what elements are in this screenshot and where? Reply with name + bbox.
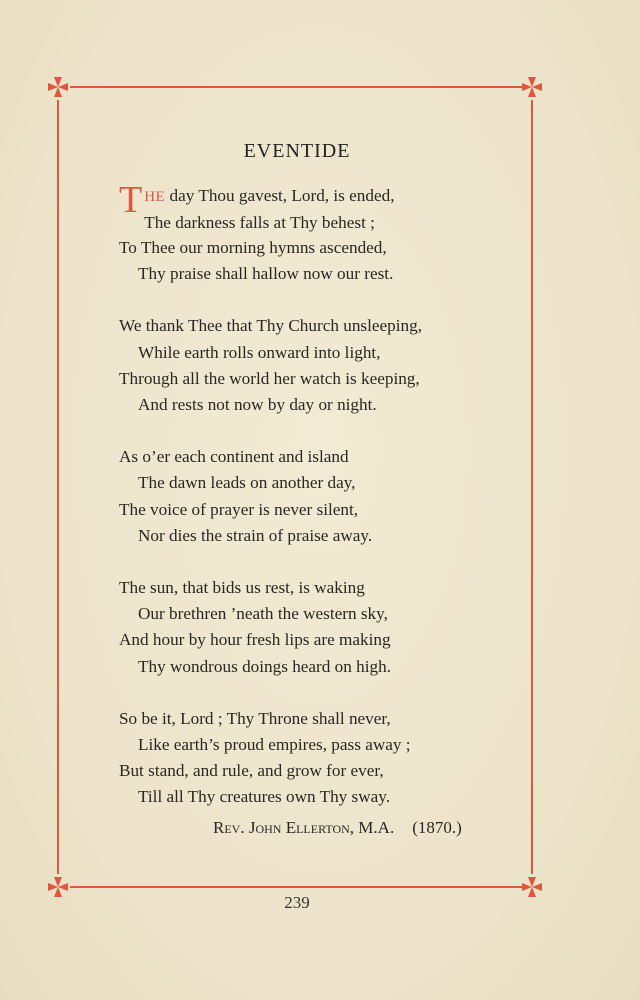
page-number: 239 (284, 893, 310, 912)
border-bottom-rule (70, 886, 522, 888)
poem-line: As o’er each continent and island (119, 447, 349, 467)
poem-line: Thy wondrous doings heard on high. (138, 656, 392, 676)
first-line-block (119, 179, 519, 235)
poem-line: And rests not now by day or night. (138, 395, 377, 415)
poem-line: The dawn leads on another day, (138, 473, 356, 493)
stanza (119, 706, 519, 811)
poem-line: But stand, and rule, and grow for ever, (119, 761, 384, 781)
stanza (119, 179, 519, 287)
poem-line: day Thou gavest, Lord, is ended, (165, 186, 395, 205)
attribution (213, 818, 462, 838)
poem-line: The darkness falls at Thy behest ; (144, 213, 375, 233)
poem-line: Nor dies the strain of praise away. (138, 525, 373, 545)
border-top-rule (70, 86, 522, 88)
poem-line: Through all the world her watch is keeping, (119, 368, 420, 388)
poem-title: EVENTIDE (243, 140, 351, 162)
poem-line: We thank Thee that Thy Church unsleeping, (119, 316, 422, 336)
poem-line: Thy praise shall hallow now our rest. (138, 264, 394, 284)
poem-line: To Thee our morning hymns ascended, (119, 238, 387, 257)
poem-body (119, 179, 519, 837)
maltese-cross-ornament-icon (520, 75, 544, 99)
poem-line: Our brethren ’neath the western sky, (138, 604, 388, 624)
stanza (119, 444, 519, 549)
poem-line: The sun, that bids us rest, is waking (119, 578, 365, 598)
stanza (119, 313, 519, 418)
poem-line: While earth rolls onward into light, (138, 342, 381, 362)
poem-line: The voice of prayer is never silent, (119, 499, 359, 519)
drop-cap-small-caps: HE (144, 189, 166, 205)
drop-cap: T (119, 179, 143, 221)
author-name: Rev. John Ellerton, M.A. (213, 818, 395, 837)
publication-year: (1870.) (412, 818, 462, 837)
poem-line: And hour by hour fresh lips are making (119, 630, 391, 650)
poem-line: Till all Thy creatures own Thy sway. (138, 787, 391, 807)
border-left-rule (57, 100, 59, 874)
maltese-cross-ornament-icon (46, 75, 70, 99)
border-right-rule (531, 100, 533, 874)
poem-line: Like earth’s proud empires, pass away ; (138, 735, 411, 755)
stanza (119, 575, 519, 680)
poem-line: So be it, Lord ; Thy Throne shall never, (119, 708, 391, 728)
